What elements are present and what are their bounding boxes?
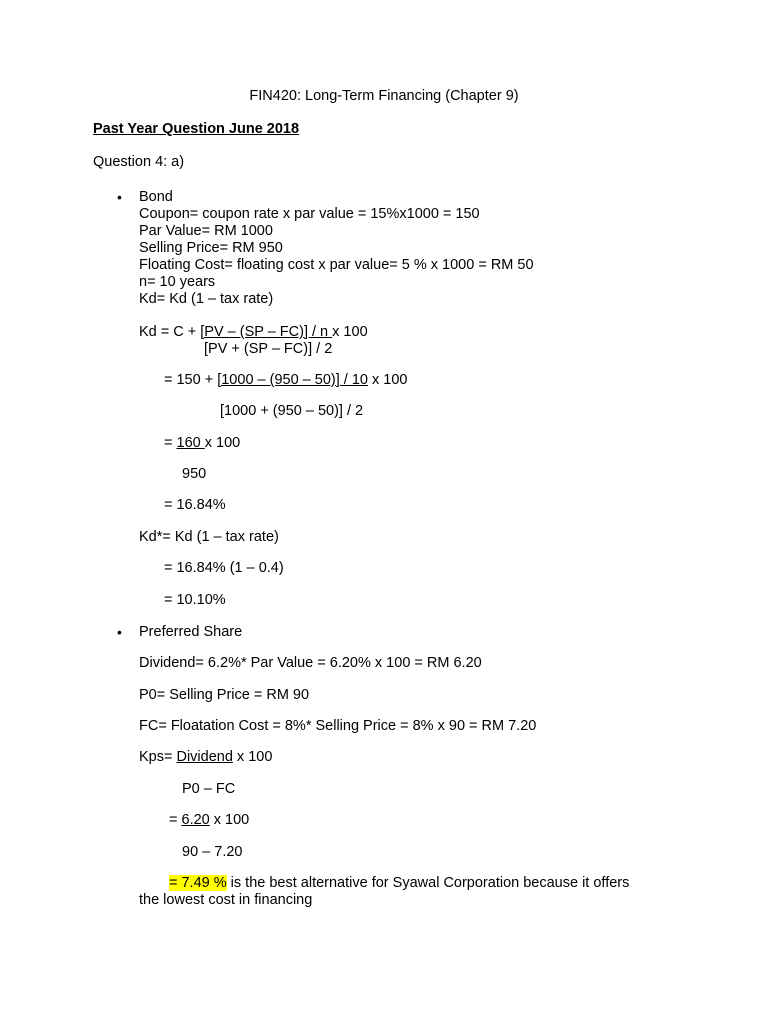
- bond-heading: Bond: [139, 189, 173, 205]
- substitution-numerator: [1000 – (950 – 50)] / 10: [217, 372, 368, 388]
- formula-suffix: x 100: [332, 324, 368, 340]
- kps-prefix: Kps=: [139, 749, 177, 765]
- bullet-preferred: •: [117, 624, 122, 640]
- preferred-calc-line: [169, 812, 249, 829]
- simplified-numerator: 160: [176, 435, 205, 451]
- bond-formula-denominator: [PV + (SP – FC)] / 2: [204, 341, 333, 357]
- document-title: FIN420: Long-Term Financing (Chapter 9): [249, 88, 519, 104]
- formula-numerator: [PV – (SP – FC)] / n: [200, 324, 333, 340]
- preferred-fc: FC= Floatation Cost = 8%* Selling Price = 8% x 90 = RM 7.20: [139, 718, 537, 734]
- question-label: Question 4: a): [93, 154, 185, 170]
- preferred-kps-line: [139, 749, 272, 766]
- past-year-heading: Past Year Question June 2018: [93, 121, 300, 137]
- preferred-dividend: Dividend= 6.2%* Par Value = 6.20% x 100 = RM 6.20: [139, 655, 482, 671]
- bond-par-value: Par Value= RM 1000: [139, 223, 273, 239]
- preferred-kps-denominator: P0 – FC: [182, 781, 236, 797]
- bond-floating-cost: Floating Cost= floating cost x par value= 5 % x 1000 = RM 50: [139, 257, 534, 273]
- calc-prefix: =: [169, 812, 182, 828]
- calc-numerator: 6.20: [181, 812, 210, 828]
- preferred-result-continuation: the lowest cost in financing: [139, 892, 313, 908]
- preferred-heading: Preferred Share: [139, 624, 243, 640]
- result-highlight: = 7.49 %: [169, 875, 227, 891]
- preferred-result-line: [169, 875, 629, 892]
- bond-kd-star-calc: = 16.84% (1 – 0.4): [164, 560, 284, 576]
- substitution-prefix: = 150 +: [164, 372, 218, 388]
- bond-kd-star-result: = 10.10%: [164, 592, 226, 608]
- result-text: is the best alternative for Syawal Corporation because it offers: [226, 875, 630, 891]
- bond-substitution-denominator: [1000 + (950 – 50)] / 2: [220, 403, 364, 419]
- substitution-suffix: x 100: [367, 372, 408, 388]
- kps-suffix: x 100: [232, 749, 273, 765]
- bond-kd-result: = 16.84%: [164, 497, 226, 513]
- kps-numerator: Dividend: [176, 749, 233, 765]
- preferred-calc-denominator: 90 – 7.20: [182, 844, 243, 860]
- bond-simplified-denominator: 950: [182, 466, 207, 482]
- bullet-bond: •: [117, 189, 122, 205]
- bond-coupon: Coupon= coupon rate x par value = 15%x1000 = 150: [139, 206, 480, 222]
- bond-substitution-line: [164, 372, 407, 389]
- simplified-prefix: =: [164, 435, 177, 451]
- calc-suffix: x 100: [209, 812, 250, 828]
- preferred-p0: P0= Selling Price = RM 90: [139, 687, 310, 703]
- bond-kd-star: Kd*= Kd (1 – tax rate): [139, 529, 279, 545]
- bond-selling-price: Selling Price= RM 950: [139, 240, 283, 256]
- simplified-suffix: x 100: [204, 435, 241, 451]
- bond-formula-line: [139, 324, 368, 341]
- bond-kd-definition: Kd= Kd (1 – tax rate): [139, 291, 274, 307]
- bond-simplified-line: [164, 435, 240, 452]
- formula-prefix: Kd = C +: [139, 324, 201, 340]
- bond-n: n= 10 years: [139, 274, 216, 290]
